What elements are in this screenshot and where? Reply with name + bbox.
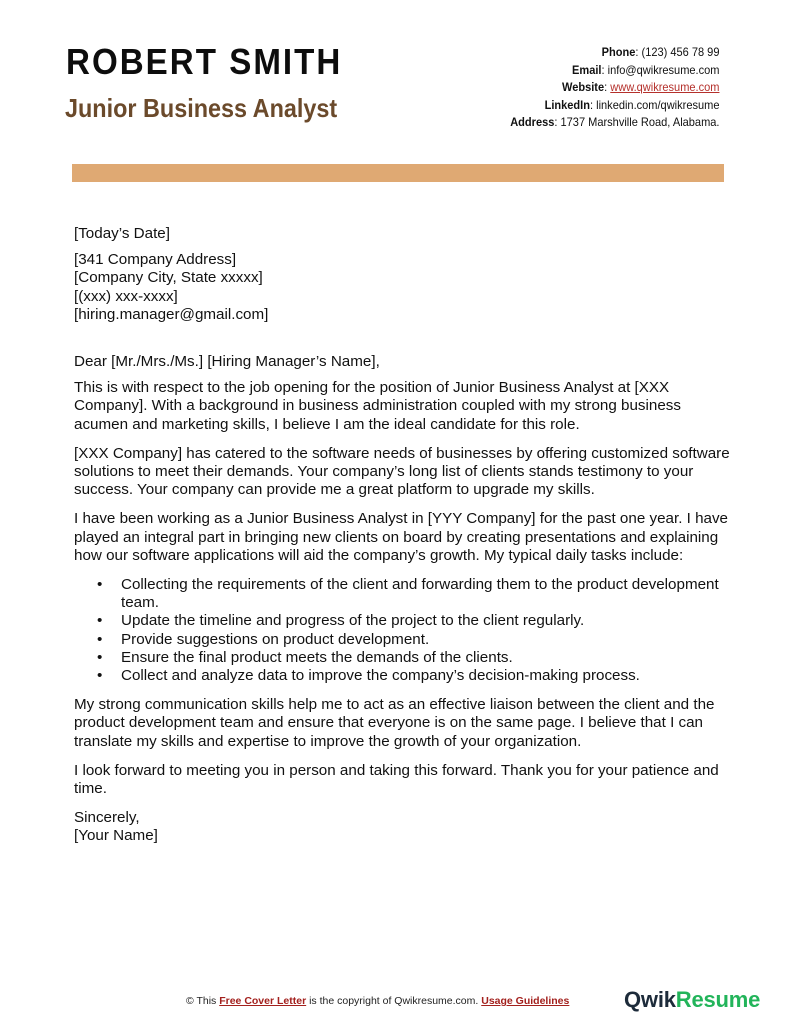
- contact-label: Phone: [601, 45, 635, 59]
- applicant-name: ROBERT SMITH: [66, 41, 343, 82]
- free-cover-letter-link[interactable]: Free Cover Letter: [219, 995, 307, 1007]
- recipient-phone: [(xxx) xxx-xxxx]: [74, 287, 178, 305]
- paragraph-closing: I look forward to meeting you in person and taking this forward. Thank you for your patience and time.: [74, 761, 719, 798]
- paragraph-skills: My strong communication skills help me to act as an effective liaison between the client and the product development team and ensure that everyone is on the same page. I believe that I can translate my skills and expertise to improve the growth of your organization.: [74, 696, 715, 750]
- list-item: [74, 667, 734, 685]
- bullet-icon: •: [97, 630, 103, 648]
- list-item: [74, 631, 734, 649]
- list-item: [74, 649, 734, 667]
- job-title: Junior Business Analyst: [65, 93, 338, 123]
- letter-body: [74, 225, 734, 846]
- contact-value: (123) 456 78 99: [641, 45, 719, 59]
- list-item: [74, 612, 734, 630]
- task-text: Collecting the requirements of the client and forwarding them to the product development team.: [121, 576, 719, 612]
- task-text: Ensure the final product meets the demands of the clients.: [121, 648, 513, 666]
- bullet-icon: •: [97, 612, 103, 630]
- footer-text: is the copyright of Qwikresume.com.: [306, 995, 482, 1007]
- task-text: Provide suggestions on product development.: [121, 630, 430, 648]
- salutation: Dear [Mr./Mrs./Ms.] [Hiring Manager’s Name],: [74, 353, 380, 371]
- qwikresume-logo[interactable]: [624, 989, 760, 1011]
- accent-divider-bar: [72, 164, 724, 182]
- footer-text: © This: [186, 995, 220, 1007]
- bullet-icon: •: [97, 576, 103, 594]
- separator: :: [601, 62, 608, 77]
- recipient-address: [341 Company Address]: [74, 251, 237, 269]
- letter-date: [Today’s Date]: [74, 225, 170, 242]
- list-item: [74, 576, 734, 612]
- contact-label: LinkedIn: [544, 97, 590, 112]
- bullet-icon: •: [97, 667, 103, 685]
- contact-label: Website: [561, 80, 604, 94]
- contact-website: [510, 79, 719, 97]
- usage-guidelines-link[interactable]: Usage Guidelines: [481, 995, 570, 1007]
- separator: :: [553, 115, 561, 129]
- separator: :: [603, 80, 610, 94]
- separator: :: [634, 45, 642, 59]
- paragraph-company: [XXX Company] has catered to the software needs of businesses by offering customized software solutions to meet their demands. Your company’s long list of clients stands testimony to your success. Your company can provide me a great platform to upgrade my skills.: [74, 444, 730, 499]
- contact-phone: [510, 44, 719, 62]
- recipient-city: [Company City, State xxxxx]: [74, 269, 263, 287]
- bullet-icon: •: [97, 648, 103, 666]
- contact-linkedin: [510, 97, 719, 115]
- task-list: [74, 576, 734, 685]
- logo-text-qwik: Qwik: [624, 987, 676, 1012]
- website-link[interactable]: www.qwikresume.com: [609, 80, 719, 94]
- logo-text-resume: Resume: [675, 987, 761, 1012]
- contact-value: info@qwikresume.com: [607, 62, 719, 77]
- contact-value: 1737 Marshville Road, Alabama.: [560, 115, 719, 129]
- paragraph-intro: This is with respect to the job opening for the position of Junior Business Analyst at [XXX Company]. With a background in business administration coupled with my strong business acumen and marketing skills, I believe I am the ideal candidate for this role.: [74, 379, 681, 433]
- copyright-footer: [186, 995, 569, 1007]
- contact-address: [510, 114, 719, 132]
- task-text: Collect and analyze data to improve the company’s decision-making process.: [121, 667, 640, 685]
- contact-value: linkedin.com/qwikresume: [595, 97, 719, 112]
- contact-label: Address: [509, 115, 554, 129]
- contact-email: [510, 62, 719, 80]
- signature: [Your Name]: [74, 827, 158, 845]
- task-text: Update the timeline and progress of the project to the client regularly.: [121, 612, 585, 630]
- contact-block: [510, 44, 719, 132]
- recipient-email: [hiring.manager@gmail.com]: [74, 305, 269, 323]
- contact-label: Email: [571, 62, 602, 77]
- sign-off: Sincerely,: [74, 809, 140, 827]
- paragraph-experience: I have been working as a Junior Business Analyst in [YYY Company] for the past one year. I have played an integral part in bringing new clients on board by creating presentations and explaining how our software applications will aid the company’s growth. My typical daily tasks include:: [74, 510, 729, 564]
- separator: :: [589, 97, 596, 112]
